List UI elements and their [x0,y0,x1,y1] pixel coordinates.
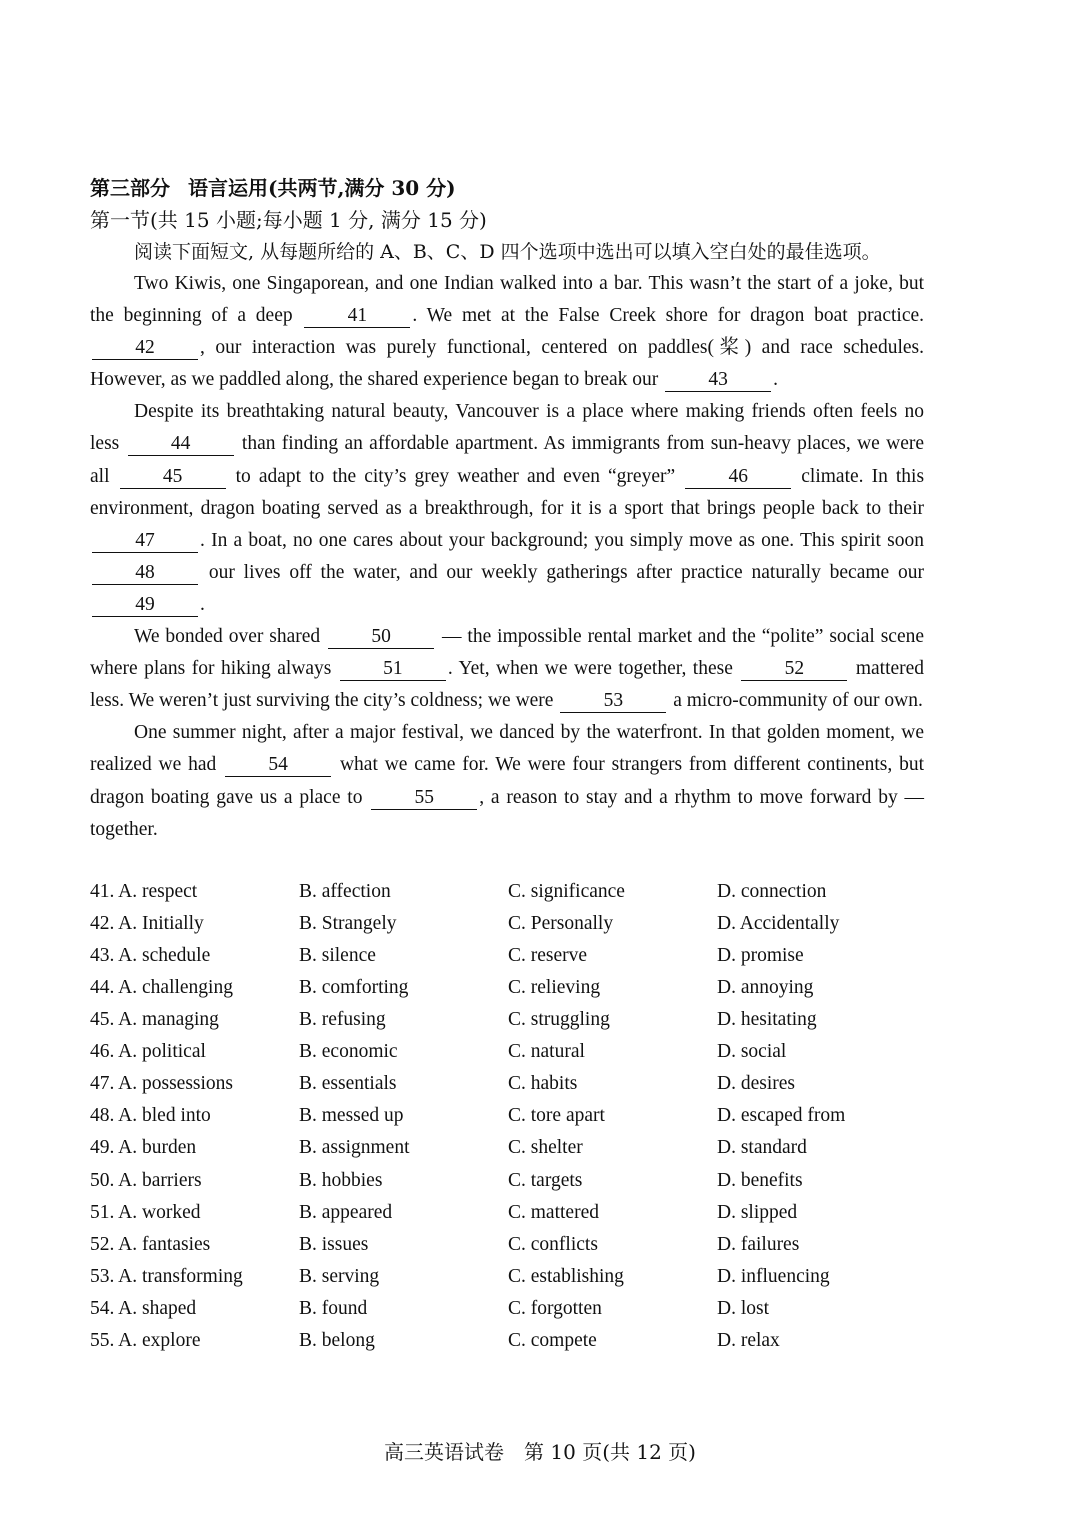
passage-text: than finding an affordable apartment. As immigrants from sun-heavy places, we were all [90,433,925,487]
option-b: B. belong [299,1330,375,1351]
blank-55: 55 [371,787,477,810]
option-a: 45. A. managing [90,1009,219,1031]
paragraph-1 [90,268,924,396]
option-d: D. promise [717,944,804,966]
passage [90,268,924,846]
passage-text: what we came for. We were four strangers from different continents, but dragon boating gave us a place to [90,754,925,808]
option-c: C. reserve [508,944,588,966]
blank-45: 45 [120,466,226,489]
content [90,172,924,1357]
blank-54: 54 [225,754,331,777]
option-a: 52. A. fantasies [90,1233,211,1255]
option-b: B. serving [299,1265,380,1287]
option-row [90,940,924,972]
option-row [90,1004,924,1036]
option-row [90,876,924,908]
option-b: B. refusing [299,1009,386,1031]
option-d: D. standard [717,1137,807,1159]
option-c: C. compete [508,1330,597,1351]
option-c: C. targets [508,1169,583,1191]
option-a: 43. A. schedule [90,944,211,966]
option-b: B. messed up [299,1105,404,1127]
passage-text: Two Kiwis, one Singaporean, and one Indian walked into a bar. This wasn’t the start of a joke, but the beginning of a deep [90,273,924,327]
option-c: C. Personally [508,912,614,934]
part-title: 语言运用(共两节,满分 30 分) [188,176,456,200]
part-label: 第三部分 [90,176,170,200]
option-a: 42. A. Initially [90,912,204,934]
option-d: D. social [717,1041,787,1063]
blank-43: 43 [665,369,771,392]
passage-text: mattered less. We weren’t just surviving the city’s coldness; we were [90,658,925,712]
option-d: D. Accidentally [717,912,840,934]
option-b: B. silence [299,944,376,966]
passage-text: . [773,369,779,391]
option-b: B. hobbies [299,1169,383,1191]
option-c: C. establishing [508,1265,624,1287]
option-row [90,1036,924,1068]
blank-52: 52 [741,658,847,681]
option-d: D. hesitating [717,1009,817,1031]
option-c: C. tore apart [508,1105,605,1127]
option-d: D. failures [717,1233,800,1255]
option-b: B. appeared [299,1201,393,1223]
option-a: 47. A. possessions [90,1073,234,1095]
option-b: B. comforting [299,976,409,998]
blank-42: 42 [92,337,198,360]
part-heading [90,172,924,204]
option-row [90,1100,924,1132]
option-d: D. escaped from [717,1105,846,1127]
option-a: 48. A. bled into [90,1105,211,1127]
paragraph-2 [90,396,924,621]
option-a: 51. A. worked [90,1201,201,1223]
blank-47: 47 [92,530,198,553]
option-c: C. habits [508,1073,578,1095]
option-c: C. forgotten [508,1297,602,1319]
option-d: D. annoying [717,976,814,998]
option-d: D. relax [717,1330,780,1351]
option-c: C. struggling [508,1009,610,1031]
option-b: B. found [299,1297,368,1319]
option-b: B. assignment [299,1137,410,1159]
paragraph-3 [90,621,924,717]
blank-53: 53 [560,690,666,713]
option-row [90,1068,924,1100]
option-c: C. relieving [508,976,601,998]
option-c: C. mattered [508,1201,599,1223]
blank-48: 48 [92,562,198,585]
option-a: 50. A. barriers [90,1169,202,1191]
option-a: 49. A. burden [90,1137,197,1159]
blank-46: 46 [685,466,791,489]
section-heading: 第一节(共 15 小题;每小题 1 分, 满分 15 分) [90,208,487,232]
page-footer: 高三英语试卷 第 10 页(共 12 页) [384,1440,696,1464]
option-row [90,1261,924,1293]
options-list [90,876,924,1357]
passage-text: to adapt to the city’s grey weather and even “greyer” [235,465,676,487]
option-a: 46. A. political [90,1041,206,1063]
option-row [90,1325,924,1357]
option-row [90,1293,924,1325]
paragraph-4 [90,717,924,845]
passage-text: climate. In this environment, dragon boating served as a breakthrough, for it is a sport that brings people back to their [90,465,925,519]
option-row [90,1132,924,1164]
option-c: C. natural [508,1041,585,1063]
option-b: B. economic [299,1041,398,1063]
passage-text: . Yet, when we were together, these [447,658,733,680]
blank-51: 51 [340,658,446,681]
blank-41: 41 [304,305,410,328]
option-c: C. significance [508,880,625,902]
option-row [90,1165,924,1197]
blank-50: 50 [328,626,434,649]
option-d: D. slipped [717,1201,798,1223]
option-b: B. essentials [299,1073,397,1095]
passage-text: a micro-community of our own. [673,690,923,712]
passage-text: . We met at the False Creek shore for dragon boat practice. [412,305,925,327]
passage-text: , a reason to stay and a rhythm to move forward by — together. [90,786,925,840]
passage-text: Despite its breathtaking natural beauty, Vancouver is a place where making friends often feels no less [90,401,924,455]
passage-text: One summer night, after a major festival, we danced by the waterfront. In that golden moment, we realized we had [90,722,924,776]
passage-text: our lives off the water, and our weekly gatherings after practice naturally became our [208,561,925,583]
passage-text: — the impossible rental market and the “polite” social scene where plans for hiking always [90,626,925,680]
blank-49: 49 [92,594,198,617]
option-d: D. lost [717,1297,770,1319]
passage-text: . In a boat, no one cares about your background; you simply move as one. This spirit soon [200,529,924,551]
option-b: B. affection [299,880,391,902]
option-row [90,1229,924,1261]
option-row [90,908,924,940]
option-d: D. influencing [717,1265,830,1287]
option-c: C. conflicts [508,1233,598,1255]
passage-text: . [200,593,205,615]
option-c: C. shelter [508,1137,583,1159]
blank-44: 44 [128,433,234,456]
option-row [90,972,924,1004]
passage-text: We bonded over shared [134,626,321,648]
option-b: B. Strangely [299,912,397,934]
option-b: B. issues [299,1233,369,1255]
option-a: 44. A. challenging [90,976,233,998]
option-d: D. desires [717,1073,795,1095]
option-a: 54. A. shaped [90,1297,197,1319]
option-d: D. connection [717,880,827,902]
option-a: 41. A. respect [90,880,198,902]
option-a: 53. A. transforming [90,1265,243,1287]
option-d: D. benefits [717,1169,803,1191]
passage-text: , our interaction was purely functional, centered on paddles(桨) and race schedules. However, as we paddled along, the shared experience began to break our [90,337,924,391]
option-row [90,1197,924,1229]
instruction: 阅读下面短文, 从每题所给的 A、B、C、D 四个选项中选出可以填入空白处的最佳选项。 [134,241,881,263]
option-a: 55. A. explore [90,1330,201,1351]
